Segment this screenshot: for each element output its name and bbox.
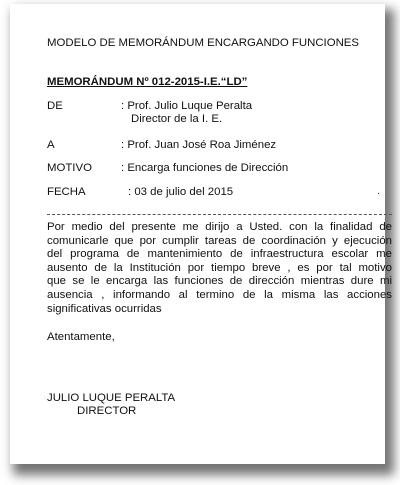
document-heading: MODELO DE MEMORÁNDUM ENCARGANDO FUNCIONES <box>47 37 359 49</box>
de-label: DE <box>47 100 63 112</box>
signature-title: DIRECTOR <box>77 405 137 417</box>
body-line: del programa de mantenimiento de infraestructura escolar me <box>47 248 392 261</box>
memo-number: MEMORÁNDUM Nº 012-2015-I.E.“LD” <box>47 76 248 88</box>
memo-body <box>47 221 392 316</box>
body-line: que se le encarga las funciones de dirección mientras dure mi <box>47 275 392 288</box>
body-line: Por medio del presente me dirijo a Usted. con la finalidad de <box>47 221 392 233</box>
separator-line <box>47 214 392 215</box>
a-value: : Prof. Juan José Roa Jiménez <box>121 139 277 151</box>
body-line: ausento de la Institución por tiempo breve , es por tal motivo <box>47 261 392 274</box>
closing: Atentamente, <box>47 331 115 343</box>
body-line: significativas ocurridas <box>47 302 162 315</box>
body-line: comunicarle que por cumplir tareas de coordinación y ejecución <box>47 234 392 247</box>
motivo-label: MOTIVO <box>47 162 92 174</box>
motivo-value: : Encarga funciones de Dirección <box>121 162 289 174</box>
de-value: : Prof. Julio Luque Peralta <box>121 100 253 112</box>
fecha-label: FECHA <box>47 186 86 198</box>
de-value-position: Director de la I. E. <box>131 113 223 125</box>
stray-dot: · <box>377 188 381 199</box>
memo-sheet <box>10 4 392 464</box>
body-line: ausencia , informando al termino de la misma las acciones <box>47 288 392 301</box>
a-label: A <box>47 139 55 151</box>
fecha-value: : 03 de julio del 2015 <box>128 186 234 198</box>
signature-name: JULIO LUQUE PERALTA <box>47 392 176 404</box>
